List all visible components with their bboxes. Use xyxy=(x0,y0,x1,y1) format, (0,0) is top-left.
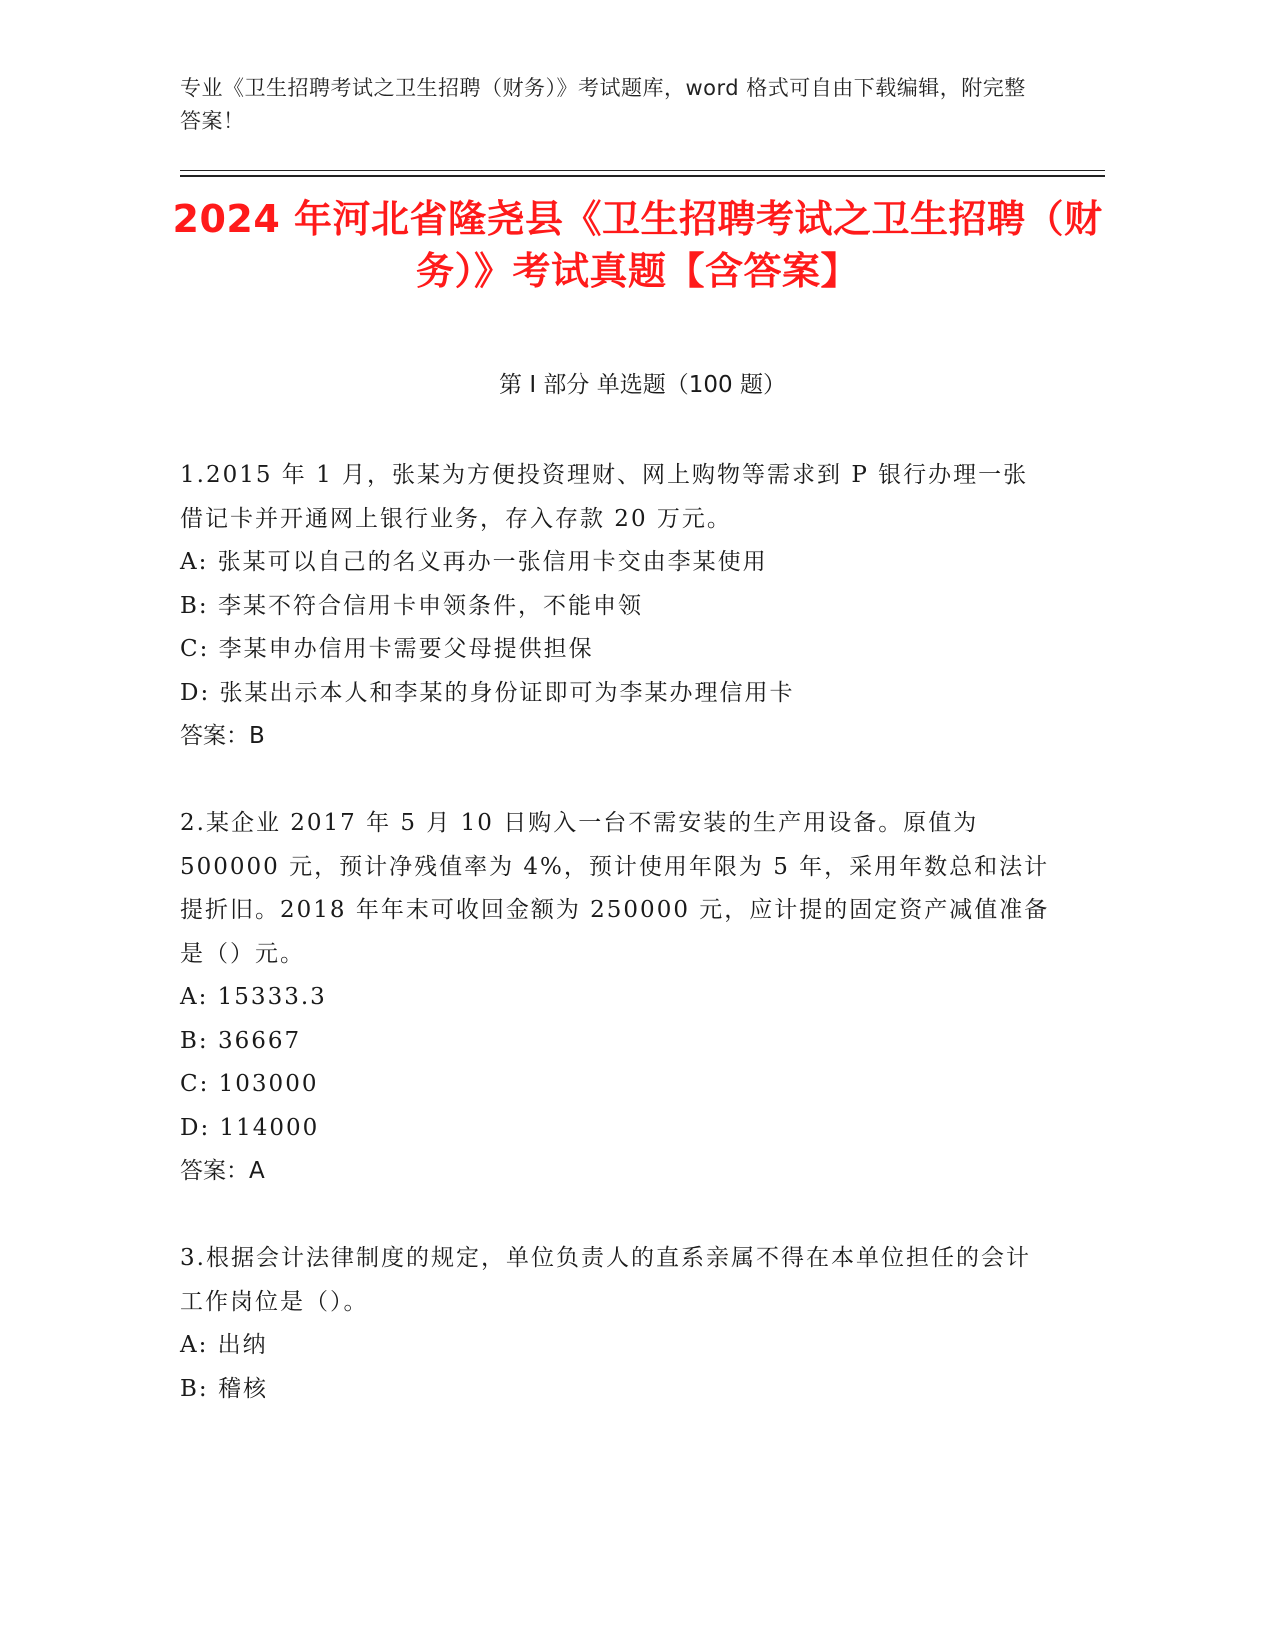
option-b: B: 稽核 xyxy=(180,1375,268,1402)
header-divider-thin xyxy=(180,170,1105,171)
question-3 xyxy=(180,1237,1050,1411)
answer: 答案：B xyxy=(180,723,265,749)
section-heading: 第 I 部分 单选题（100 题） xyxy=(499,372,786,398)
document-title: 2024 年河北省隆尧县《卫生招聘考试之卫生招聘（财务）》考试真题【含答案】 xyxy=(172,197,1103,293)
option-d: D: 张某出示本人和李某的身份证即可为李某办理信用卡 xyxy=(180,679,795,706)
option-c: C: 李某申办信用卡需要父母提供担保 xyxy=(180,636,594,662)
option-b: B: 李某不符合信用卡申领条件，不能申领 xyxy=(180,592,643,619)
question-1 xyxy=(180,454,1050,759)
question-stem: 2.某企业 2017 年 5 月 10 日购入一台不需安装的生产用设备。原值为 500000 元，预计净残值率为 4%，预计使用年限为 5 年，采用年数总和法计提折旧。2018 年年末可收回金额为 250000 元，应计提的固定资产减值准备是（）元。 xyxy=(180,810,1050,967)
question-2 xyxy=(180,802,1050,1194)
option-a: A: 15333.3 xyxy=(180,984,327,1010)
answer: 答案：A xyxy=(180,1158,265,1184)
header-divider-thick xyxy=(180,175,1105,177)
header-note: 专业《卫生招聘考试之卫生招聘（财务）》考试题库，word 格式可自由下载编辑，附完整答案！ xyxy=(180,76,1026,133)
option-b: B: 36667 xyxy=(180,1027,302,1054)
option-a: A: 出纳 xyxy=(180,1332,268,1358)
option-d: D: 114000 xyxy=(180,1114,320,1141)
option-c: C: 103000 xyxy=(180,1071,319,1097)
question-stem: 3.根据会计法律制度的规定，单位负责人的直系亲属不得在本单位担任的会计工作岗位是（）。 xyxy=(180,1245,1031,1315)
option-a: A: 张某可以自己的名义再办一张信用卡交由李某使用 xyxy=(180,549,768,575)
question-stem: 1.2015 年 1 月，张某为方便投资理财、网上购物等需求到 P 银行办理一张借记卡并开通网上银行业务，存入存款 20 万元。 xyxy=(180,462,1029,532)
